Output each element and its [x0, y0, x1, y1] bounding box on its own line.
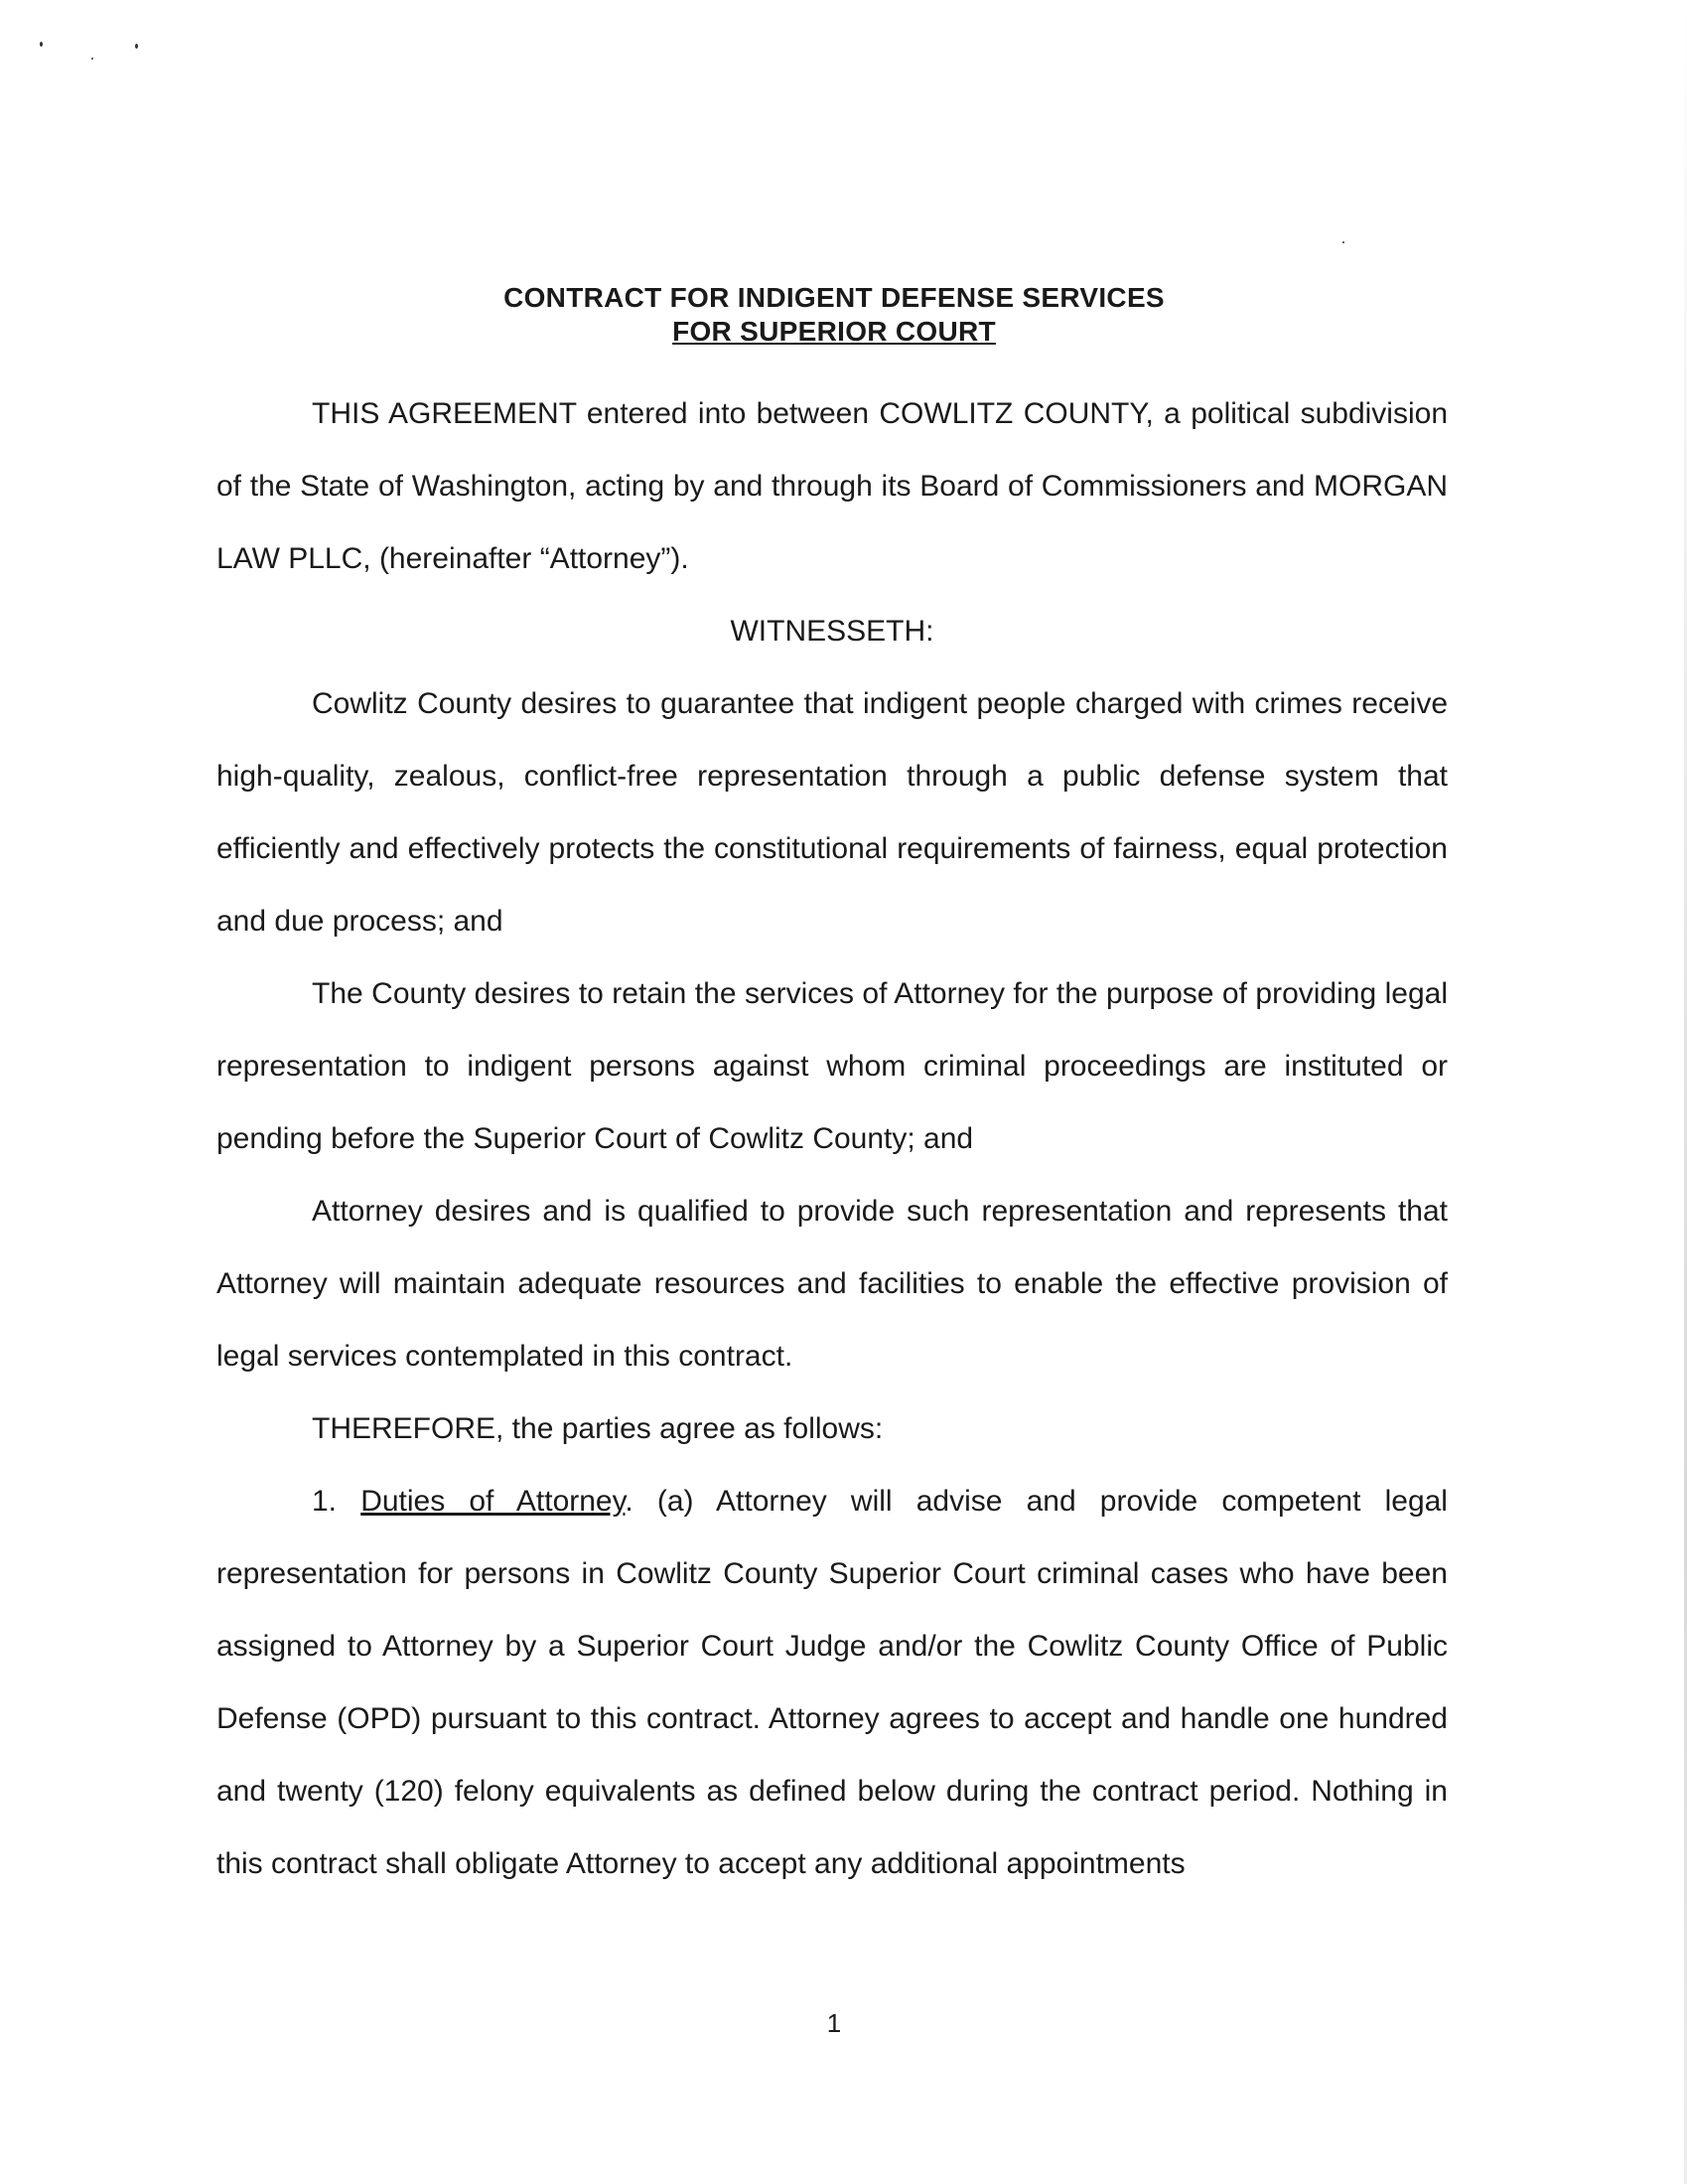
- paragraph-attorney-qualified: Attorney desires and is qualified to provide such representation and represents that Attorney will maintain adequate resources and facilities to enable the effective provision of legal services contemplated in this contract.: [216, 1195, 1448, 1373]
- paragraph-agreement: THIS AGREEMENT entered into between COWLITZ COUNTY, a political subdivision of the State of Washington, acting by and through its Board of Commissioners and MORGAN LAW PLLC, (hereinafter “Attorney”).: [216, 397, 1448, 575]
- document-title: CONTRACT FOR INDIGENT DEFENSE SERVICES: [503, 282, 1165, 313]
- section-1: [216, 1465, 1448, 1900]
- scan-speck: [40, 42, 43, 47]
- paragraph-retain-services: The County desires to retain the services of Attorney for the purpose of providing legal representation to indigent persons against whom criminal proceedings are instituted or pending before the Superior Court of Cowlitz County; and: [216, 977, 1448, 1155]
- witnesseth-heading: WITNESSETH:: [730, 615, 934, 648]
- section-1-heading: Duties of Attorney: [360, 1485, 626, 1518]
- scan-speck: [135, 44, 138, 49]
- paragraph-county-desires: Cowlitz County desires to guarantee that indigent people charged with crimes receive high-quality, zealous, conflict-free representation through a public defense system that efficiently and effectively protects the constitutional requirements of fairness, equal protection and due process; and: [216, 687, 1448, 938]
- paragraph-therefore: THEREFORE, the parties agree as follows:: [312, 1412, 884, 1445]
- scan-speck: [1342, 241, 1344, 243]
- section-1-text: . (a) Attorney will advise and provide competent legal representation for persons in Cowlitz County Superior Court criminal cases who have been assigned to Attorney by a Superior Court Judge and/or the Cowlitz County Office of Public Defense (OPD) pursuant to this contract. Attorney agrees to accept and handle one hundred and twenty (120) felony equivalents as defined below during the contract period. Nothing in this contract shall obligate Attorney to accept any additional appointments: [216, 1485, 1448, 1880]
- document-body: [216, 377, 1448, 1900]
- scan-speck: [91, 58, 93, 60]
- document-subtitle: FOR SUPERIOR COURT: [672, 316, 996, 347]
- section-1-number: 1.: [312, 1485, 338, 1518]
- page-number: 1: [826, 2008, 842, 2038]
